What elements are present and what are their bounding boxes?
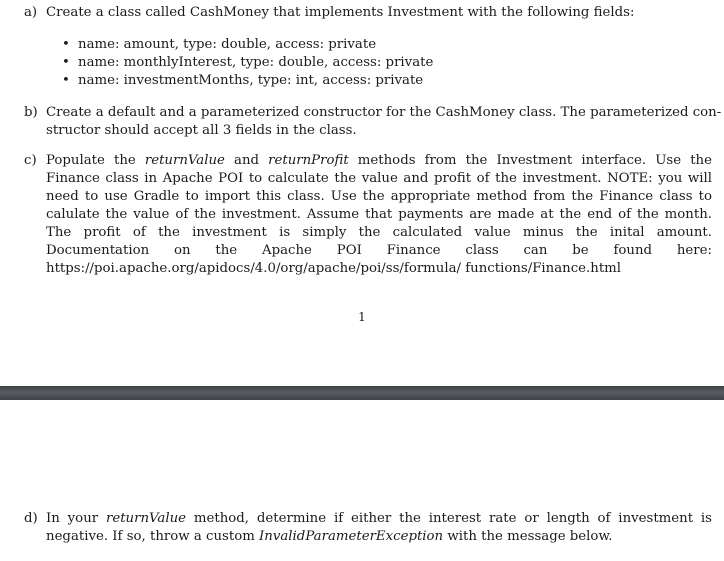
method-name-return-value: returnValue: [144, 153, 225, 168]
method-name-return-value: returnValue: [105, 511, 187, 526]
item-b-line: structor should accept all 3 fields in the class.: [46, 123, 357, 138]
item-d-text: [46, 510, 712, 546]
item-c-text-part: and: [224, 153, 269, 168]
item-d-text-part: with the message below.: [443, 529, 613, 544]
item-d: [24, 510, 712, 546]
page-number: 1: [358, 310, 366, 324]
bullet-icon: •: [62, 55, 70, 70]
field-list-item: [60, 72, 700, 90]
item-c: [24, 152, 712, 278]
item-d-text-part: In your: [46, 511, 106, 526]
item-d-text-part: method, determine if either the interest rate or length of investment is negative. If so, throw a custom: [46, 511, 712, 544]
item-a: [24, 4, 712, 22]
bullet-icon: •: [62, 73, 70, 88]
page-separator: [0, 386, 724, 400]
method-name-return-profit: returnProfit: [268, 153, 349, 168]
field-list-item: [60, 54, 700, 72]
bullet-icon: •: [62, 37, 70, 52]
item-c-text-part: Populate the: [46, 153, 145, 168]
field-list-item: [60, 36, 700, 54]
item-b-line: Create a default and a parameterized constructor for the CashMoney class. The parameterized con-: [46, 105, 722, 120]
item-a-text: Create a class called CashMoney that implements Investment with the following fields:: [46, 5, 635, 20]
field-list: [60, 36, 700, 90]
item-b-label: b): [24, 105, 38, 120]
item-d-label: d): [24, 511, 38, 526]
item-c-text-part: methods from the Investment interface. Use the Finance class in Apache POI to calculate the value and profit of the investment. NOTE: you will need to use Gradle to import this class. Use the appropriate method from the Finance class to calulate the value of the investment. Assume that payments are made at the end of the month. The profit of the investment is simply the calculated value minus the inital amount. Documentation on the Apache POI Finance class can be found here: https://poi.apache.org/apidocs/4.0/org/apache/poi/ss/formula/ functions/Finance.html: [46, 153, 712, 276]
item-c-label: c): [24, 153, 37, 168]
item-b: [24, 104, 722, 140]
field-text: name: monthlyInterest, type: double, access: private: [78, 55, 434, 70]
item-c-text: [46, 152, 712, 278]
field-text: name: investmentMonths, type: int, access: private: [78, 73, 424, 88]
field-text: name: amount, type: double, access: private: [78, 37, 377, 52]
item-a-label: a): [24, 5, 38, 20]
exception-name: InvalidParameterException: [259, 529, 444, 544]
item-b-text: [46, 104, 722, 140]
document-page-2: [0, 400, 724, 561]
